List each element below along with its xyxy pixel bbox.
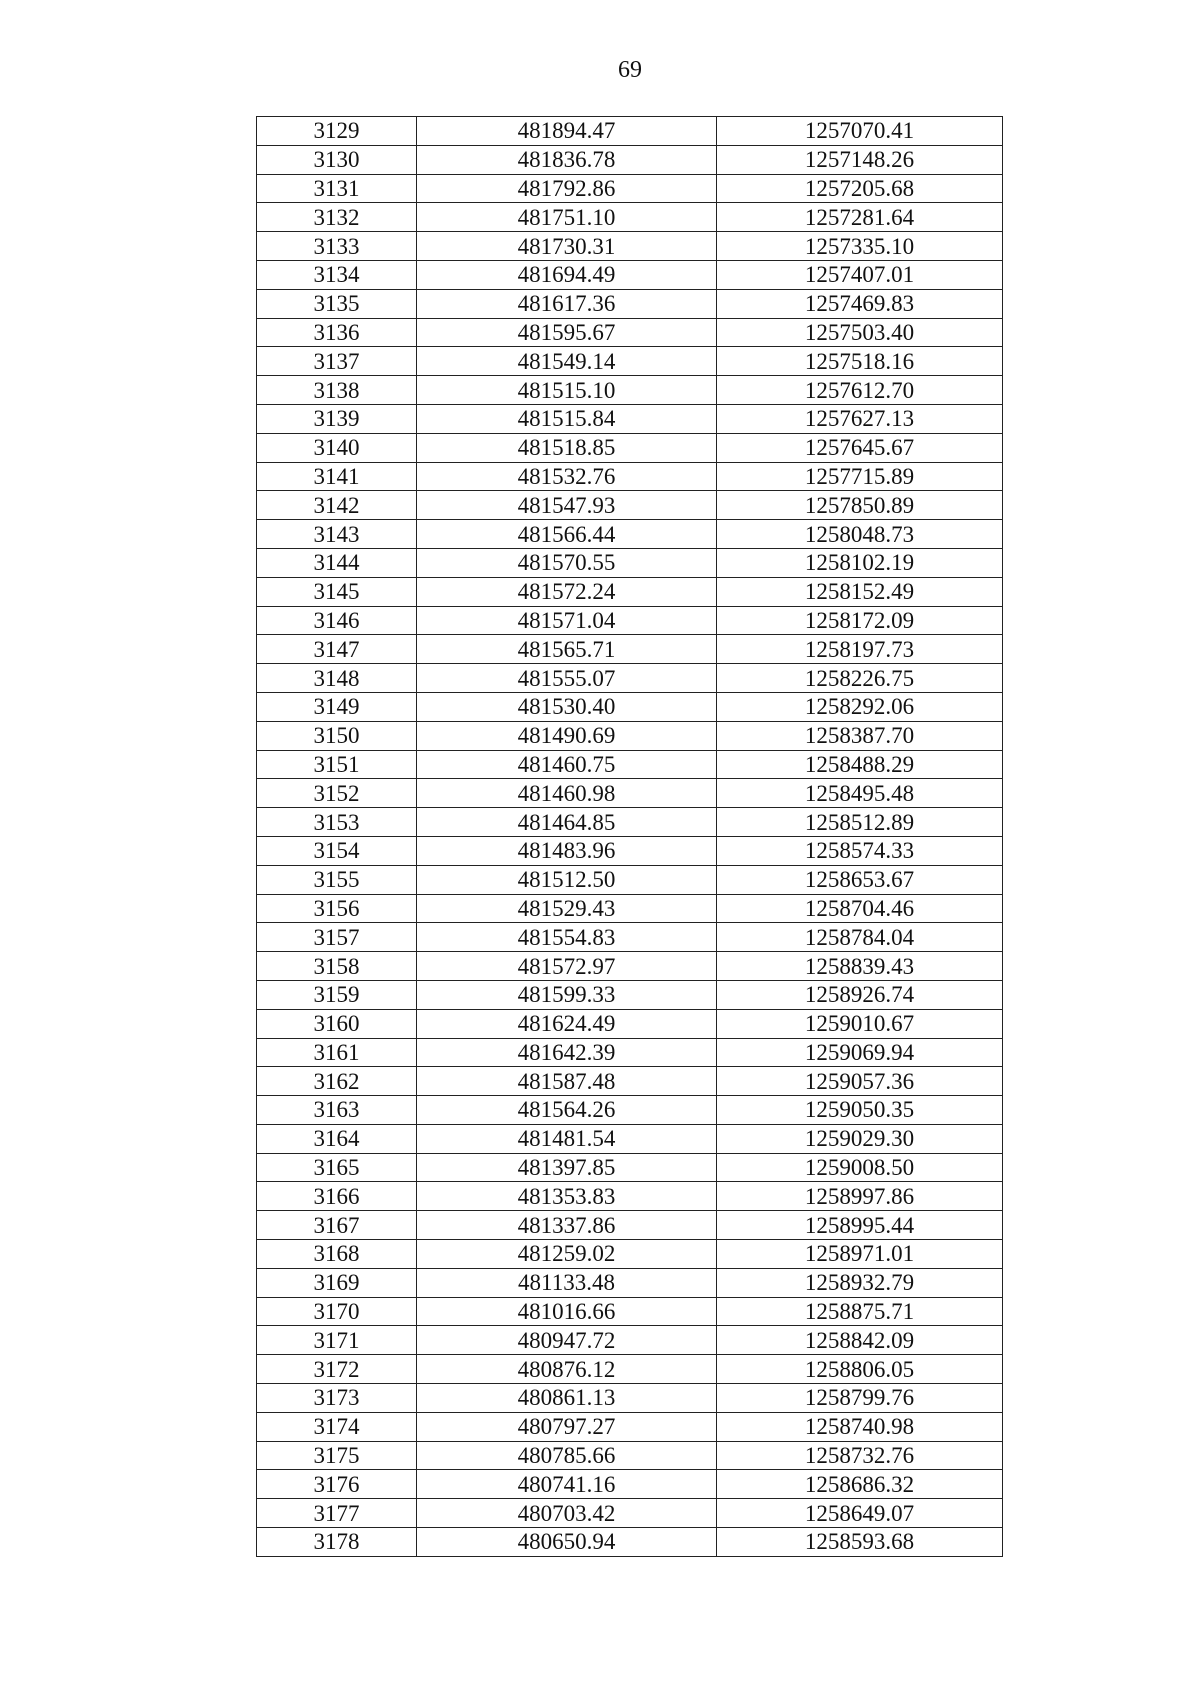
x-coordinate-cell: 481549.14 (417, 347, 717, 376)
point-number-cell: 3145 (257, 577, 417, 606)
point-number-cell: 3149 (257, 692, 417, 721)
point-number-cell: 3143 (257, 520, 417, 549)
table-row (257, 174, 1003, 203)
x-coordinate-cell: 481570.55 (417, 548, 717, 577)
y-coordinate-cell: 1258102.19 (717, 548, 1003, 577)
table-row (257, 1268, 1003, 1297)
point-number-cell: 3153 (257, 808, 417, 837)
x-coordinate-cell: 481555.07 (417, 664, 717, 693)
y-coordinate-cell: 1258197.73 (717, 635, 1003, 664)
table-row (257, 462, 1003, 491)
y-coordinate-cell: 1257148.26 (717, 145, 1003, 174)
x-coordinate-cell: 481624.49 (417, 1009, 717, 1038)
x-coordinate-cell: 481730.31 (417, 232, 717, 261)
y-coordinate-cell: 1258971.01 (717, 1240, 1003, 1269)
point-number-cell: 3148 (257, 664, 417, 693)
x-coordinate-cell: 481397.85 (417, 1153, 717, 1182)
table-row (257, 1528, 1003, 1557)
x-coordinate-cell: 481792.86 (417, 174, 717, 203)
table-row (257, 1412, 1003, 1441)
y-coordinate-cell: 1258686.32 (717, 1470, 1003, 1499)
y-coordinate-cell: 1258048.73 (717, 520, 1003, 549)
point-number-cell: 3168 (257, 1240, 417, 1269)
y-coordinate-cell: 1258839.43 (717, 952, 1003, 981)
y-coordinate-cell: 1257503.40 (717, 318, 1003, 347)
table-row (257, 664, 1003, 693)
table-row (257, 1067, 1003, 1096)
y-coordinate-cell: 1258593.68 (717, 1528, 1003, 1557)
page-number: 69 (618, 57, 642, 83)
point-number-cell: 3150 (257, 721, 417, 750)
point-number-cell: 3138 (257, 376, 417, 405)
table-row (257, 1038, 1003, 1067)
table-row (257, 1240, 1003, 1269)
x-coordinate-cell: 481464.85 (417, 808, 717, 837)
y-coordinate-cell: 1257645.67 (717, 433, 1003, 462)
y-coordinate-cell: 1257627.13 (717, 404, 1003, 433)
table-row (257, 836, 1003, 865)
table-row (257, 577, 1003, 606)
point-number-cell: 3137 (257, 347, 417, 376)
table-row (257, 808, 1003, 837)
y-coordinate-cell: 1259050.35 (717, 1096, 1003, 1125)
point-number-cell: 3158 (257, 952, 417, 981)
x-coordinate-cell: 481460.98 (417, 779, 717, 808)
table-row (257, 779, 1003, 808)
table-row (257, 1326, 1003, 1355)
table-row (257, 750, 1003, 779)
x-coordinate-cell: 481572.97 (417, 952, 717, 981)
x-coordinate-cell: 481512.50 (417, 865, 717, 894)
point-number-cell: 3147 (257, 635, 417, 664)
x-coordinate-cell: 481529.43 (417, 894, 717, 923)
y-coordinate-cell: 1257850.89 (717, 491, 1003, 520)
table-row (257, 1384, 1003, 1413)
y-coordinate-cell: 1258495.48 (717, 779, 1003, 808)
table-row (257, 145, 1003, 174)
y-coordinate-cell: 1257070.41 (717, 117, 1003, 146)
x-coordinate-cell: 481460.75 (417, 750, 717, 779)
table-row (257, 491, 1003, 520)
table-row (257, 376, 1003, 405)
table-row (257, 721, 1003, 750)
point-number-cell: 3136 (257, 318, 417, 347)
point-number-cell: 3154 (257, 836, 417, 865)
point-number-cell: 3172 (257, 1355, 417, 1384)
point-number-cell: 3174 (257, 1412, 417, 1441)
x-coordinate-cell: 481694.49 (417, 260, 717, 289)
table-row (257, 1211, 1003, 1240)
y-coordinate-cell: 1258740.98 (717, 1412, 1003, 1441)
x-coordinate-cell: 481515.10 (417, 376, 717, 405)
y-coordinate-cell: 1258842.09 (717, 1326, 1003, 1355)
point-number-cell: 3165 (257, 1153, 417, 1182)
y-coordinate-cell: 1258387.70 (717, 721, 1003, 750)
table-row (257, 1441, 1003, 1470)
table-row (257, 1355, 1003, 1384)
x-coordinate-cell: 481515.84 (417, 404, 717, 433)
table-row (257, 520, 1003, 549)
x-coordinate-cell: 481599.33 (417, 980, 717, 1009)
point-number-cell: 3162 (257, 1067, 417, 1096)
table-row (257, 923, 1003, 952)
point-number-cell: 3166 (257, 1182, 417, 1211)
point-number-cell: 3146 (257, 606, 417, 635)
table-row (257, 1009, 1003, 1038)
point-number-cell: 3164 (257, 1124, 417, 1153)
y-coordinate-cell: 1258152.49 (717, 577, 1003, 606)
y-coordinate-cell: 1259008.50 (717, 1153, 1003, 1182)
point-number-cell: 3157 (257, 923, 417, 952)
x-coordinate-cell: 480861.13 (417, 1384, 717, 1413)
point-number-cell: 3177 (257, 1499, 417, 1528)
point-number-cell: 3173 (257, 1384, 417, 1413)
x-coordinate-cell: 481564.26 (417, 1096, 717, 1125)
point-number-cell: 3139 (257, 404, 417, 433)
point-number-cell: 3163 (257, 1096, 417, 1125)
table-row (257, 1153, 1003, 1182)
y-coordinate-cell: 1258226.75 (717, 664, 1003, 693)
x-coordinate-cell: 481532.76 (417, 462, 717, 491)
table-row (257, 318, 1003, 347)
x-coordinate-cell: 481337.86 (417, 1211, 717, 1240)
x-coordinate-cell: 481481.54 (417, 1124, 717, 1153)
x-coordinate-cell: 480741.16 (417, 1470, 717, 1499)
table-row (257, 635, 1003, 664)
x-coordinate-cell: 481518.85 (417, 433, 717, 462)
x-coordinate-cell: 480797.27 (417, 1412, 717, 1441)
point-number-cell: 3161 (257, 1038, 417, 1067)
y-coordinate-cell: 1257518.16 (717, 347, 1003, 376)
table-row (257, 894, 1003, 923)
y-coordinate-cell: 1258799.76 (717, 1384, 1003, 1413)
y-coordinate-cell: 1258997.86 (717, 1182, 1003, 1211)
x-coordinate-cell: 481572.24 (417, 577, 717, 606)
y-coordinate-cell: 1259069.94 (717, 1038, 1003, 1067)
x-coordinate-cell: 481353.83 (417, 1182, 717, 1211)
point-number-cell: 3151 (257, 750, 417, 779)
point-number-cell: 3170 (257, 1297, 417, 1326)
point-number-cell: 3156 (257, 894, 417, 923)
x-coordinate-cell: 481566.44 (417, 520, 717, 549)
y-coordinate-cell: 1258926.74 (717, 980, 1003, 1009)
y-coordinate-cell: 1257407.01 (717, 260, 1003, 289)
x-coordinate-cell: 481894.47 (417, 117, 717, 146)
point-number-cell: 3135 (257, 289, 417, 318)
table-row (257, 1499, 1003, 1528)
y-coordinate-cell: 1258732.76 (717, 1441, 1003, 1470)
x-coordinate-cell: 481530.40 (417, 692, 717, 721)
point-number-cell: 3134 (257, 260, 417, 289)
x-coordinate-cell: 480947.72 (417, 1326, 717, 1355)
table-row (257, 548, 1003, 577)
x-coordinate-cell: 481016.66 (417, 1297, 717, 1326)
x-coordinate-cell: 481571.04 (417, 606, 717, 635)
table-row (257, 1124, 1003, 1153)
y-coordinate-cell: 1258875.71 (717, 1297, 1003, 1326)
table-row (257, 1182, 1003, 1211)
y-coordinate-cell: 1258512.89 (717, 808, 1003, 837)
point-number-cell: 3129 (257, 117, 417, 146)
table-row (257, 404, 1003, 433)
y-coordinate-cell: 1257335.10 (717, 232, 1003, 261)
x-coordinate-cell: 481259.02 (417, 1240, 717, 1269)
y-coordinate-cell: 1259029.30 (717, 1124, 1003, 1153)
y-coordinate-cell: 1257205.68 (717, 174, 1003, 203)
table-row (257, 347, 1003, 376)
table-row (257, 606, 1003, 635)
x-coordinate-cell: 481565.71 (417, 635, 717, 664)
x-coordinate-cell: 481751.10 (417, 203, 717, 232)
point-number-cell: 3141 (257, 462, 417, 491)
x-coordinate-cell: 481490.69 (417, 721, 717, 750)
x-coordinate-cell: 480650.94 (417, 1528, 717, 1557)
y-coordinate-cell: 1258649.07 (717, 1499, 1003, 1528)
point-number-cell: 3169 (257, 1268, 417, 1297)
x-coordinate-cell: 480785.66 (417, 1441, 717, 1470)
y-coordinate-cell: 1258806.05 (717, 1355, 1003, 1384)
point-number-cell: 3155 (257, 865, 417, 894)
y-coordinate-cell: 1258932.79 (717, 1268, 1003, 1297)
point-number-cell: 3178 (257, 1528, 417, 1557)
y-coordinate-cell: 1258784.04 (717, 923, 1003, 952)
y-coordinate-cell: 1258292.06 (717, 692, 1003, 721)
table-row (257, 289, 1003, 318)
x-coordinate-cell: 480876.12 (417, 1355, 717, 1384)
point-number-cell: 3176 (257, 1470, 417, 1499)
x-coordinate-cell: 481483.96 (417, 836, 717, 865)
y-coordinate-cell: 1257281.64 (717, 203, 1003, 232)
x-coordinate-cell: 481554.83 (417, 923, 717, 952)
table-row (257, 433, 1003, 462)
y-coordinate-cell: 1258488.29 (717, 750, 1003, 779)
y-coordinate-cell: 1257715.89 (717, 462, 1003, 491)
y-coordinate-cell: 1258653.67 (717, 865, 1003, 894)
y-coordinate-cell: 1258172.09 (717, 606, 1003, 635)
point-number-cell: 3152 (257, 779, 417, 808)
table-row (257, 1470, 1003, 1499)
table-row (257, 1096, 1003, 1125)
y-coordinate-cell: 1258704.46 (717, 894, 1003, 923)
table-row (257, 203, 1003, 232)
point-number-cell: 3159 (257, 980, 417, 1009)
point-number-cell: 3130 (257, 145, 417, 174)
coordinates-table (256, 116, 1003, 1557)
x-coordinate-cell: 481836.78 (417, 145, 717, 174)
y-coordinate-cell: 1258574.33 (717, 836, 1003, 865)
table-row (257, 865, 1003, 894)
point-number-cell: 3131 (257, 174, 417, 203)
point-number-cell: 3133 (257, 232, 417, 261)
point-number-cell: 3142 (257, 491, 417, 520)
x-coordinate-cell: 481595.67 (417, 318, 717, 347)
x-coordinate-cell: 481642.39 (417, 1038, 717, 1067)
table-row (257, 117, 1003, 146)
y-coordinate-cell: 1259057.36 (717, 1067, 1003, 1096)
y-coordinate-cell: 1259010.67 (717, 1009, 1003, 1038)
x-coordinate-cell: 481587.48 (417, 1067, 717, 1096)
x-coordinate-cell: 481133.48 (417, 1268, 717, 1297)
x-coordinate-cell: 481547.93 (417, 491, 717, 520)
x-coordinate-cell: 481617.36 (417, 289, 717, 318)
coordinates-table-body (257, 117, 1003, 1557)
point-number-cell: 3140 (257, 433, 417, 462)
point-number-cell: 3160 (257, 1009, 417, 1038)
point-number-cell: 3144 (257, 548, 417, 577)
table-row (257, 260, 1003, 289)
table-row (257, 692, 1003, 721)
table-row (257, 232, 1003, 261)
point-number-cell: 3167 (257, 1211, 417, 1240)
point-number-cell: 3171 (257, 1326, 417, 1355)
table-row (257, 980, 1003, 1009)
y-coordinate-cell: 1258995.44 (717, 1211, 1003, 1240)
table-row (257, 952, 1003, 981)
x-coordinate-cell: 480703.42 (417, 1499, 717, 1528)
point-number-cell: 3132 (257, 203, 417, 232)
table-row (257, 1297, 1003, 1326)
point-number-cell: 3175 (257, 1441, 417, 1470)
y-coordinate-cell: 1257469.83 (717, 289, 1003, 318)
y-coordinate-cell: 1257612.70 (717, 376, 1003, 405)
